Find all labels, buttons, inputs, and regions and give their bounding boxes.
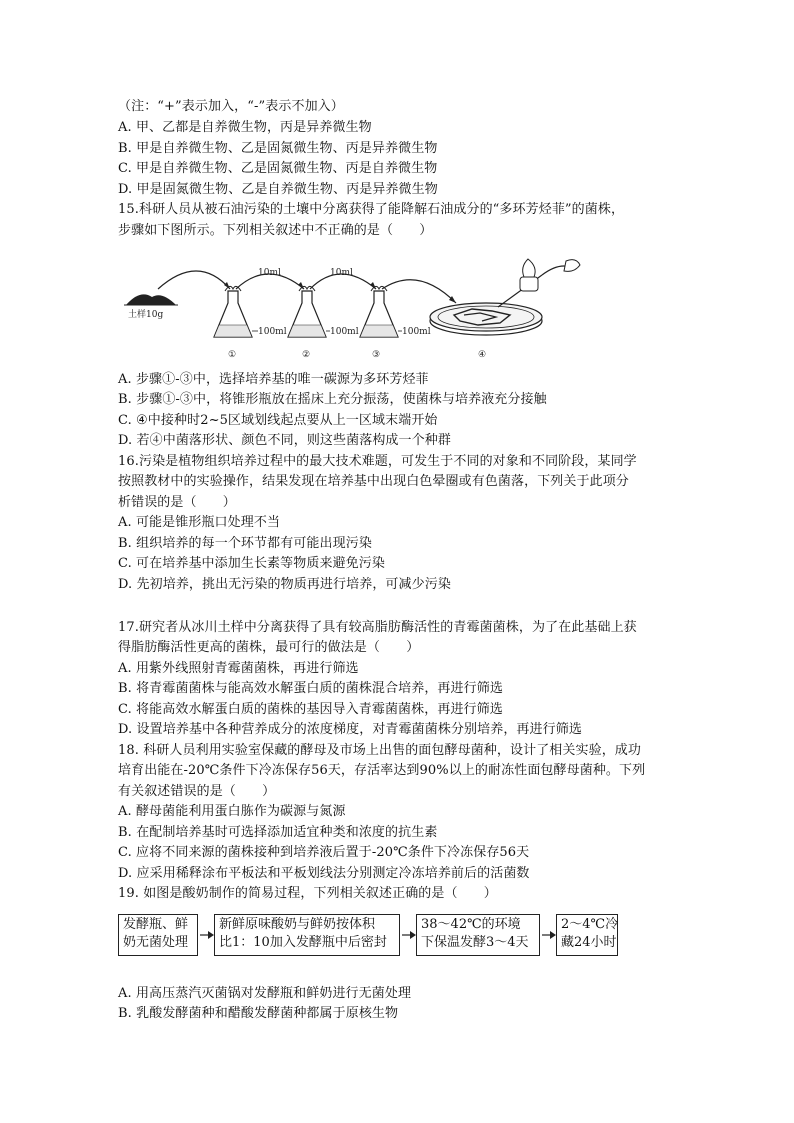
arrow — [158, 271, 230, 289]
option-line: C. 甲是自养微生物、乙是固氮微生物、丙是自养微生物 — [118, 161, 438, 176]
arrow — [382, 280, 456, 303]
conical-flask-icon — [288, 286, 330, 337]
transfer-label: 10ml — [258, 268, 281, 278]
option-line: D. 先初培养，挑出无污染的物质再进行培养，可减少污染 — [118, 577, 451, 592]
petri-dish-icon — [430, 303, 542, 335]
volume-label: 100ml — [402, 327, 431, 337]
option-line: A. 可能是锥形瓶口处理不当 — [118, 515, 281, 530]
arrow-right-icon — [402, 930, 416, 940]
option-line: B. 步骤①-③中，将锥形瓶放在摇床上充分振荡，使菌株与培养液充分接触 — [118, 392, 547, 407]
question-18-stem: 18. 科研人员利用实验室保藏的酵母及市场上出售的面包酵母菌种，设计了相关实验，成功 — [118, 743, 642, 758]
question-16-stem: 析错误的是（ ） — [118, 495, 236, 510]
flow-step-text: 奶无菌处理 — [123, 935, 189, 950]
option-line: D. 甲是固氮微生物、乙是自养微生物、丙是异养微生物 — [118, 182, 438, 197]
option-line: A. 用紫外线照射青霉菌菌株，再进行筛选 — [118, 661, 359, 676]
conical-flask-icon — [214, 286, 258, 337]
flow-step-ferment — [416, 914, 540, 956]
option-line: D. 设置培养基中各种营养成分的浓度梯度，对青霉菌菌株分别培养，再进行筛选 — [118, 722, 582, 737]
option-line: B. 甲是自养微生物、乙是固氮微生物、丙是异养微生物 — [118, 141, 438, 156]
flow-step-refrigerate — [556, 914, 618, 956]
question-16-stem: 16.污染是植物组织培养过程中的最大技术难题，可发生于不同的对象和不同阶段，某同学 — [118, 454, 637, 469]
option-line: C. 应将不同来源的菌株接种到培养液后置于-20℃条件下冷冻保存56天 — [118, 845, 530, 860]
flow-step-text: 发酵瓶、鲜 — [123, 917, 189, 932]
option-line: B. 在配制培养基时可选择添加适宜种类和浓度的抗生素 — [118, 825, 438, 840]
arrow-right-icon — [200, 930, 214, 940]
volume-label: 100ml — [258, 327, 287, 337]
option-line: A. 酵母菌能利用蛋白胨作为碳源与氮源 — [118, 804, 346, 819]
question-17-stem: 得脂肪酶活性更高的菌株，最可行的做法是（ ） — [118, 640, 420, 655]
question-15-figure — [118, 245, 588, 365]
flow-step-text: 2～4℃冷 — [561, 917, 619, 932]
question-19-stem: 19. 如图是酸奶制作的简易过程，下列相关叙述正确的是（ ） — [118, 886, 497, 901]
step-label: ① — [228, 350, 237, 360]
question-16-stem: 按照教材中的实验操作，结果发现在培养基中出现白色晕圈或有色菌落，下列关于此项分 — [118, 474, 629, 489]
option-line: C. ④中接种时2~5区域划线起点要从上一区域末端开始 — [118, 413, 438, 428]
note-line: （注：“+”表示加入，“-”表示不加入） — [118, 99, 344, 114]
option-line: A. 甲、乙都是自养微生物，丙是异养微生物 — [118, 120, 372, 135]
flow-step-text: 比1：10加入发酵瓶中后密封 — [219, 935, 387, 950]
option-line: B. 将青霉菌菌株与能高效水解蛋白质的菌株混合培养，再进行筛选 — [118, 681, 503, 696]
question-15-stem: 步骤如下图所示。下列相关叙述中不正确的是（ ） — [118, 223, 433, 238]
question-18-stem: 培育出能在-20℃条件下冷冻保存56天，存活率达到90%以上的耐冻性面包酵母菌种。下列 — [118, 763, 646, 778]
step-label: ② — [302, 350, 311, 360]
flow-step-text: 38～42℃的环境 — [421, 917, 521, 932]
step-label: ③ — [372, 350, 381, 360]
question-15-stem: 15.科研人员从被石油污染的土壤中分离获得了能降解石油成分的“多环芳烃菲”的菌株， — [118, 202, 625, 217]
option-line: B. 乳酸发酵菌种和醋酸发酵菌种都属于原核生物 — [118, 1006, 399, 1021]
option-line: D. 若④中菌落形状、颜色不同，则这些菌落构成一个种群 — [118, 433, 451, 448]
soil-label: 土样10g — [128, 310, 164, 320]
flow-step-text: 藏24小时 — [561, 935, 617, 950]
inoculating-loop-icon — [498, 259, 580, 307]
option-line: D. 应采用稀释涂布平板法和平板划线法分别测定冷冻培养前后的活菌数 — [118, 866, 530, 881]
flow-step-mix — [214, 914, 400, 956]
flow-step-text: 新鲜原味酸奶与鲜奶按体积 — [219, 917, 376, 932]
flow-step-sterilize — [118, 914, 198, 956]
flow-step-text: 下保温发酵3～4天 — [421, 935, 529, 950]
option-line: C. 可在培养基中添加生长素等物质来避免污染 — [118, 556, 385, 571]
conical-flask-icon — [360, 286, 402, 337]
transfer-label: 10ml — [330, 268, 353, 278]
arrow-right-icon — [542, 930, 556, 940]
step-label: ④ — [478, 350, 487, 360]
option-line: A. 用高压蒸汽灭菌锅对发酵瓶和鲜奶进行无菌处理 — [118, 986, 412, 1001]
option-line: A. 步骤①-③中，选择培养基的唯一碳源为多环芳烃菲 — [118, 372, 429, 387]
volume-label: 100ml — [330, 327, 359, 337]
option-line: C. 将能高效水解蛋白质的菌株的基因导入青霉菌菌株，再进行筛选 — [118, 702, 503, 717]
option-line: B. 组织培养的每一个环节都有可能出现污染 — [118, 536, 372, 551]
question-19-flowchart — [118, 912, 618, 960]
soil-sample-icon — [126, 294, 176, 305]
question-18-stem: 有关叙述错误的是（ ） — [118, 784, 276, 799]
question-17-stem: 17.研究者从冰川土样中分离获得了具有较高脂肪酶活性的青霉菌菌株，为了在此基础上获 — [118, 620, 637, 635]
